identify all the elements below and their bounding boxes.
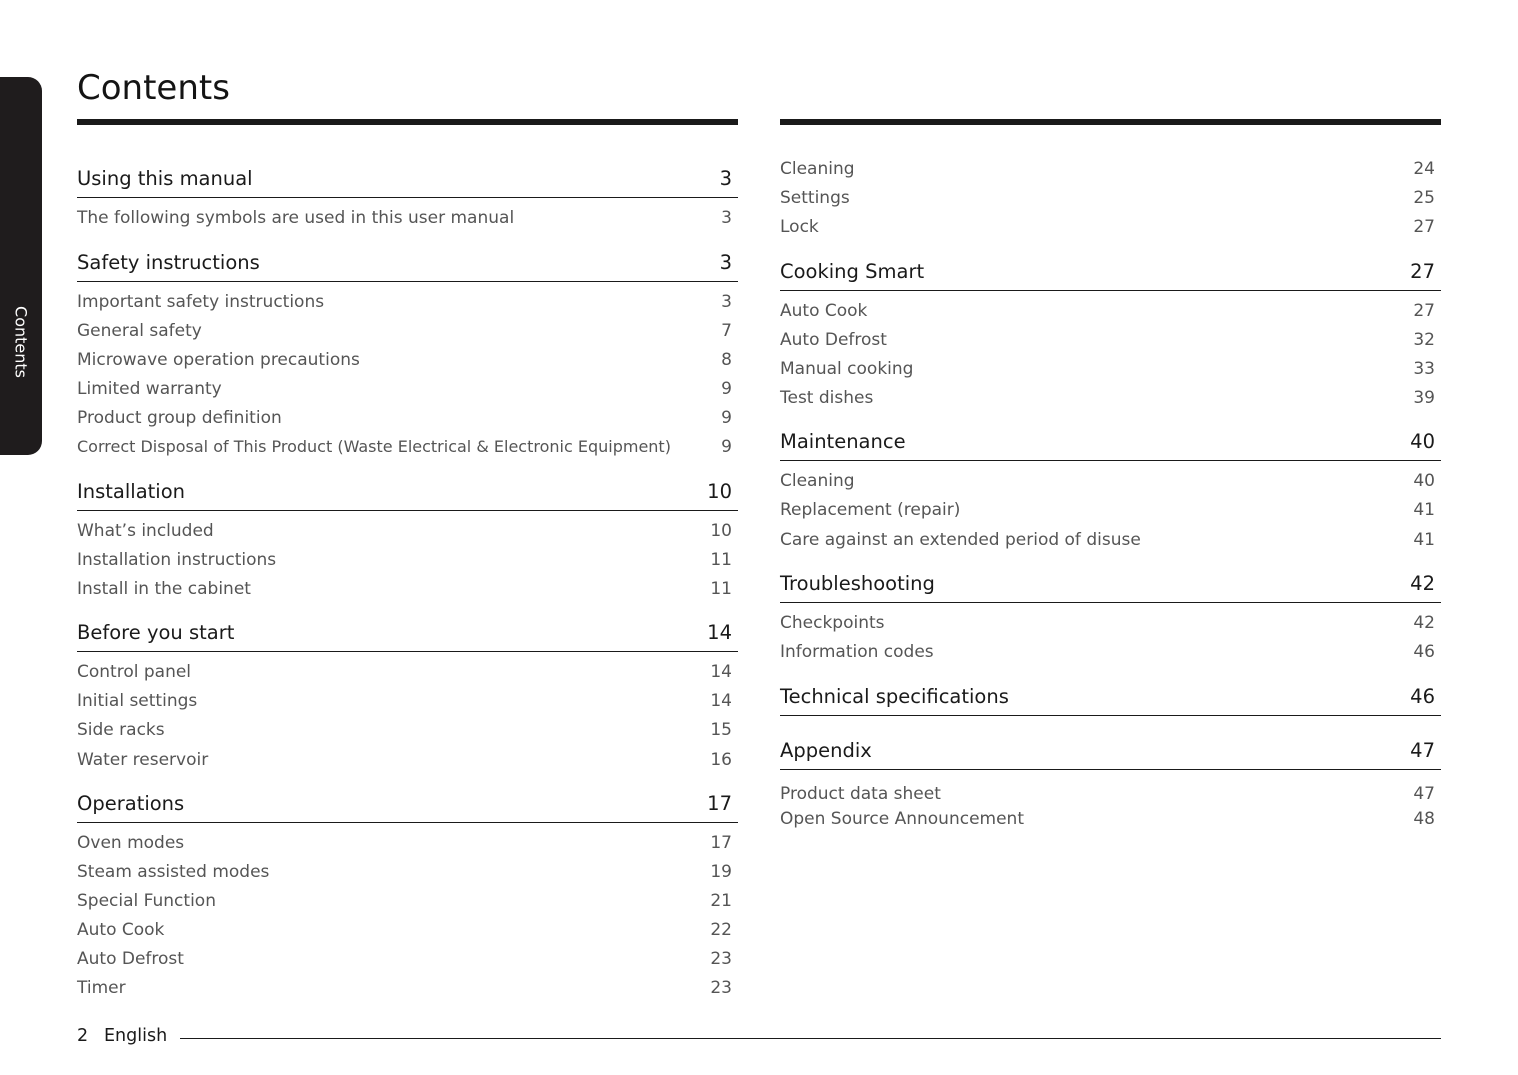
entry-title: Product data sheet (780, 784, 941, 804)
title-rule-left (77, 119, 738, 125)
entry-page: 11 (710, 550, 732, 570)
toc-entry[interactable] (77, 350, 738, 372)
entry-page: 9 (721, 408, 732, 428)
entry-title: Install in the cabinet (77, 579, 251, 599)
entry-title: Correct Disposal of This Product (Waste Electrical & Electronic Equipment) (77, 437, 671, 456)
toc-entry[interactable] (77, 750, 738, 772)
entry-title: Important safety instructions (77, 292, 325, 312)
toc-entry[interactable] (780, 188, 1441, 210)
toc-section[interactable] (77, 792, 738, 823)
entry-page: 17 (710, 833, 732, 853)
toc-section[interactable] (780, 430, 1441, 461)
toc-entry[interactable] (77, 521, 738, 543)
toc-entry[interactable] (77, 550, 738, 572)
side-tab (0, 77, 42, 455)
entry-page: 32 (1413, 330, 1435, 350)
entry-title: Control panel (77, 662, 192, 682)
entry-title: Open Source Announcement (780, 809, 1024, 829)
entry-title: Auto Cook (780, 301, 868, 321)
toc-entry[interactable] (77, 720, 738, 742)
toc-section[interactable] (780, 572, 1441, 603)
entry-page: 21 (710, 891, 732, 911)
entry-page: 25 (1413, 188, 1435, 208)
footer-page-number: 2 (77, 1026, 89, 1046)
entry-title: Limited warranty (77, 379, 222, 399)
entry-title: Installation instructions (77, 550, 277, 570)
entry-title: Oven modes (77, 833, 185, 853)
toc-entry[interactable] (77, 321, 738, 343)
toc-entry[interactable] (77, 379, 738, 401)
entry-page: 41 (1413, 500, 1435, 520)
toc-entry[interactable] (780, 613, 1441, 635)
toc-section[interactable] (780, 739, 1441, 770)
toc-entry[interactable] (780, 301, 1441, 323)
toc-section[interactable] (77, 167, 738, 198)
section-title: Maintenance (780, 430, 906, 453)
footer-language: English (104, 1026, 168, 1046)
entry-title: Product group definition (77, 408, 282, 428)
toc-entry[interactable] (77, 662, 738, 684)
toc-section[interactable] (780, 260, 1441, 291)
entry-page: 39 (1413, 388, 1435, 408)
toc-entry[interactable] (780, 809, 1441, 831)
toc-section[interactable] (780, 685, 1441, 716)
entry-page: 14 (710, 662, 732, 682)
entry-title: Test dishes (780, 388, 874, 408)
entry-page: 9 (721, 379, 732, 399)
toc-entry[interactable] (77, 691, 738, 713)
entry-page: 41 (1413, 530, 1435, 550)
entry-page: 23 (710, 978, 732, 998)
entry-page: 10 (710, 521, 732, 541)
entry-page: 47 (1413, 784, 1435, 804)
entry-title: Manual cooking (780, 359, 914, 379)
entry-title: Replacement (repair) (780, 500, 961, 520)
toc-entry[interactable] (780, 330, 1441, 352)
entry-title: Settings (780, 188, 850, 208)
entry-title: Side racks (77, 720, 165, 740)
toc-entry[interactable] (780, 388, 1441, 410)
entry-title: Timer (77, 978, 126, 998)
entry-title: Special Function (77, 891, 216, 911)
toc-entry[interactable] (780, 784, 1441, 806)
entry-page: 22 (710, 920, 732, 940)
entry-page: 24 (1413, 159, 1435, 179)
entry-title: Cleaning (780, 159, 855, 179)
entry-page: 7 (721, 321, 732, 341)
entry-page: 3 (721, 292, 732, 312)
toc-section[interactable] (77, 251, 738, 282)
toc-entry[interactable] (77, 891, 738, 913)
toc-entry[interactable] (77, 920, 738, 942)
entry-title: The following symbols are used in this user manual (77, 208, 515, 228)
toc-entry[interactable] (780, 359, 1441, 381)
entry-title: Information codes (780, 642, 934, 662)
section-title: Installation (77, 480, 186, 503)
page-title: Contents (77, 68, 230, 108)
entry-title: Cleaning (780, 471, 855, 491)
entry-page: 42 (1413, 613, 1435, 633)
entry-title: Checkpoints (780, 613, 885, 633)
section-title: Appendix (780, 739, 872, 762)
entry-title: Microwave operation precautions (77, 350, 360, 370)
section-page: 42 (1410, 572, 1435, 595)
section-title: Troubleshooting (780, 572, 935, 595)
toc-entry[interactable] (780, 471, 1441, 493)
toc-entry[interactable] (77, 862, 738, 884)
section-title: Before you start (77, 621, 235, 644)
toc-entry[interactable] (77, 579, 738, 601)
section-page: 14 (707, 621, 732, 644)
section-page: 46 (1410, 685, 1435, 708)
entry-page: 16 (710, 750, 732, 770)
entry-page: 11 (710, 579, 732, 599)
section-title: Cooking Smart (780, 260, 925, 283)
toc-entry[interactable] (77, 208, 738, 230)
entry-page: 9 (721, 437, 732, 457)
section-title: Operations (77, 792, 185, 815)
section-title: Safety instructions (77, 251, 260, 274)
toc-entry[interactable] (77, 437, 738, 459)
toc-entry[interactable] (780, 530, 1441, 552)
toc-entry[interactable] (77, 833, 738, 855)
entry-title: What’s included (77, 521, 214, 541)
entry-page: 14 (710, 691, 732, 711)
entry-title: Care against an extended period of disuse (780, 530, 1141, 550)
side-tab-label: Contents (11, 306, 31, 378)
toc-entry[interactable] (77, 949, 738, 971)
entry-page: 40 (1413, 471, 1435, 491)
title-rule-right (780, 119, 1441, 125)
section-page: 47 (1410, 739, 1435, 762)
entry-title: Auto Cook (77, 920, 165, 940)
section-title: Technical specifications (780, 685, 1009, 708)
section-page: 17 (707, 792, 732, 815)
entry-page: 27 (1413, 217, 1435, 237)
section-page: 10 (707, 480, 732, 503)
entry-page: 15 (710, 720, 732, 740)
entry-title: Auto Defrost (77, 949, 184, 969)
entry-page: 33 (1413, 359, 1435, 379)
section-title: Using this manual (77, 167, 253, 190)
toc-entry[interactable] (77, 292, 738, 314)
section-page: 27 (1410, 260, 1435, 283)
toc-entry[interactable] (77, 978, 738, 1000)
entry-title: Steam assisted modes (77, 862, 270, 882)
entry-page: 27 (1413, 301, 1435, 321)
entry-page: 46 (1413, 642, 1435, 662)
toc-section[interactable] (77, 621, 738, 652)
entry-page: 3 (721, 208, 732, 228)
entry-title: Lock (780, 217, 819, 237)
entry-page: 19 (710, 862, 732, 882)
section-page: 3 (719, 251, 732, 274)
entry-title: Initial settings (77, 691, 198, 711)
entry-page: 48 (1413, 809, 1435, 829)
entry-page: 8 (721, 350, 732, 370)
toc-section[interactable] (77, 480, 738, 511)
section-page: 3 (719, 167, 732, 190)
toc-entry[interactable] (77, 408, 738, 430)
section-page: 40 (1410, 430, 1435, 453)
toc-entry[interactable] (780, 500, 1441, 522)
toc-entry[interactable] (780, 642, 1441, 664)
toc-entry[interactable] (780, 217, 1441, 239)
entry-page: 23 (710, 949, 732, 969)
entry-title: Auto Defrost (780, 330, 887, 350)
entry-title: General safety (77, 321, 202, 341)
footer-rule (180, 1038, 1441, 1039)
entry-title: Water reservoir (77, 750, 209, 770)
toc-entry[interactable] (780, 159, 1441, 181)
